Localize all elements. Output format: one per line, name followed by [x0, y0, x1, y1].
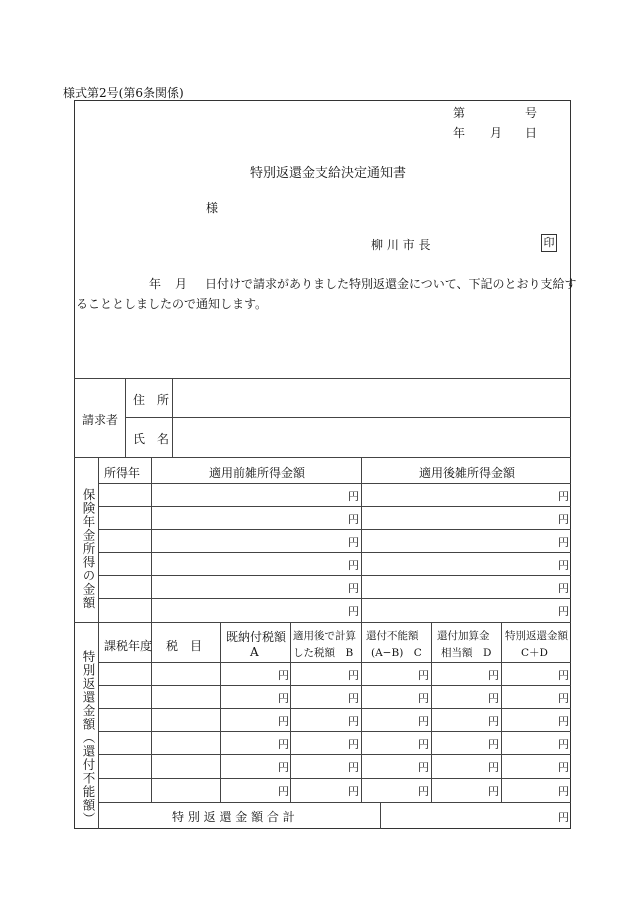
body-date-month: 月 — [175, 277, 188, 291]
yen-unit: 円 — [558, 605, 569, 618]
divider-refund-item — [220, 622, 221, 802]
divider-refund-row — [98, 754, 571, 755]
yen-unit: 円 — [558, 559, 569, 572]
yen-unit: 円 — [348, 669, 359, 682]
addressee-honorific: 様 — [206, 201, 219, 215]
divider-refund-c — [431, 622, 432, 802]
yen-unit: 円 — [488, 738, 499, 751]
document-number-suffix: 号 — [525, 106, 538, 120]
yen-unit: 円 — [418, 785, 429, 798]
issuer-name: 柳 川 市 長 — [371, 238, 431, 252]
pension-col-after: 適用後雑所得金額 — [419, 466, 516, 480]
divider-pension-row — [98, 575, 571, 576]
refund-col-b-line2: した税額 B — [293, 647, 354, 659]
yen-unit: 円 — [348, 738, 359, 751]
yen-unit: 円 — [558, 811, 569, 824]
divider-pension-header — [98, 483, 571, 484]
document-number-prefix: 第 — [453, 106, 466, 120]
yen-unit: 円 — [348, 715, 359, 728]
pension-col-before: 適用前雑所得金額 — [209, 466, 306, 480]
divider-refund-total — [98, 802, 571, 803]
refund-col-year: 課税年度 — [104, 639, 153, 653]
body-text-line1: 日付けで請求がありました特別返還金について、下記のとおり支給す — [205, 277, 577, 291]
body-text-line2: ることとしましたので通知します。 — [76, 297, 268, 311]
yen-unit: 円 — [488, 692, 499, 705]
divider-claimant-mid — [125, 417, 571, 418]
yen-unit: 円 — [348, 605, 359, 618]
divider-refund-top — [74, 622, 571, 623]
divider-refund-row — [98, 731, 571, 732]
divider-pension-row — [98, 552, 571, 553]
yen-unit: 円 — [558, 785, 569, 798]
yen-unit: 円 — [348, 785, 359, 798]
yen-unit: 円 — [278, 785, 289, 798]
yen-unit: 円 — [488, 669, 499, 682]
yen-unit: 円 — [558, 669, 569, 682]
form-number-label: 様式第2号(第6条関係) — [63, 86, 184, 100]
yen-unit: 円 — [418, 669, 429, 682]
yen-unit: 円 — [558, 715, 569, 728]
yen-unit: 円 — [348, 536, 359, 549]
address-label: 住 所 — [133, 393, 170, 407]
date-year-label: 年 — [453, 126, 466, 140]
refund-col-e-line2: C＋D — [521, 647, 548, 659]
divider-pension-row — [98, 598, 571, 599]
claimant-label: 請求者 — [82, 413, 119, 427]
yen-unit: 円 — [558, 582, 569, 595]
yen-unit: 円 — [558, 738, 569, 751]
divider-pension-row — [98, 529, 571, 530]
yen-unit: 円 — [558, 761, 569, 774]
yen-unit: 円 — [348, 582, 359, 595]
pension-col-year: 所得年 — [104, 466, 141, 480]
divider-refund-d — [501, 622, 502, 802]
document-title: 特別返還金支給決定通知書 — [250, 166, 407, 181]
yen-unit: 円 — [348, 559, 359, 572]
yen-unit: 円 — [278, 715, 289, 728]
yen-unit: 円 — [558, 513, 569, 526]
divider-total-label — [380, 802, 381, 829]
divider-claimant-top — [74, 378, 571, 379]
yen-unit: 円 — [488, 715, 499, 728]
yen-unit: 円 — [488, 761, 499, 774]
yen-unit: 円 — [558, 490, 569, 503]
yen-unit: 円 — [558, 692, 569, 705]
divider-refund-row — [98, 778, 571, 779]
yen-unit: 円 — [418, 761, 429, 774]
yen-unit: 円 — [488, 785, 499, 798]
yen-unit: 円 — [418, 692, 429, 705]
refund-total-label: 特 別 返 還 金 額 合 計 — [172, 810, 295, 824]
body-date-year: 年 — [149, 277, 162, 291]
divider-refund-a — [290, 622, 291, 802]
refund-col-item: 税 目 — [166, 639, 203, 653]
yen-unit: 円 — [558, 536, 569, 549]
divider-refund-row — [98, 685, 571, 686]
yen-unit: 円 — [278, 738, 289, 751]
refund-col-d-line2: 相当額 D — [441, 647, 492, 659]
pension-side-label: 保険年金所得の金額 — [81, 488, 96, 610]
yen-unit: 円 — [418, 715, 429, 728]
seal-mark: 印 — [541, 234, 557, 252]
yen-unit: 円 — [348, 761, 359, 774]
refund-col-c-line2: (A−B) C — [371, 647, 422, 659]
refund-col-a-line1: 既納付税額 — [226, 630, 287, 644]
divider-pension-top — [74, 457, 571, 458]
yen-unit: 円 — [418, 738, 429, 751]
yen-unit: 円 — [348, 692, 359, 705]
yen-unit: 円 — [348, 513, 359, 526]
refund-col-b-line1: 適用後で計算 — [293, 630, 356, 642]
divider-pension-row — [98, 506, 571, 507]
date-month-label: 月 — [490, 126, 503, 140]
refund-col-c-line1: 還付不能額 — [366, 630, 419, 642]
refund-side-label: 特別返還金額（還付不能額） — [81, 650, 96, 826]
refund-col-e-line1: 特別返還金額 — [505, 630, 568, 642]
yen-unit: 円 — [278, 761, 289, 774]
date-day-label: 日 — [525, 126, 538, 140]
name-label: 氏 名 — [133, 432, 170, 446]
yen-unit: 円 — [348, 490, 359, 503]
divider-refund-side — [98, 622, 99, 829]
yen-unit: 円 — [278, 669, 289, 682]
refund-col-a-line2: A — [250, 645, 259, 659]
divider-refund-header — [98, 662, 571, 663]
divider-refund-b — [361, 622, 362, 802]
divider-refund-row — [98, 708, 571, 709]
refund-col-d-line1: 還付加算金 — [437, 630, 490, 642]
yen-unit: 円 — [278, 692, 289, 705]
